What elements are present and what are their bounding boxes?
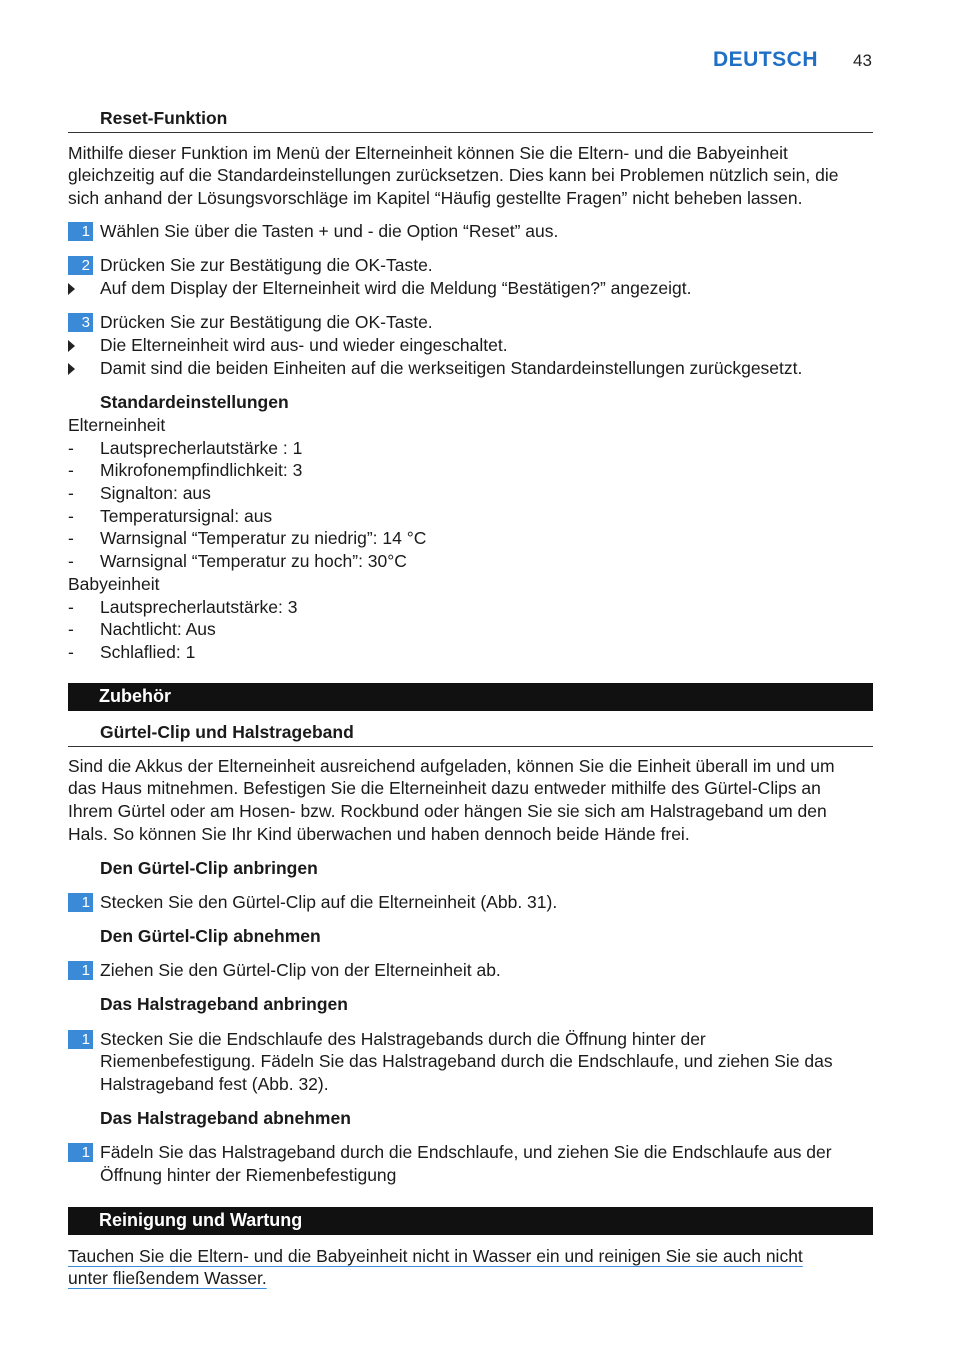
baby-unit-label: Babyeinheit — [68, 574, 160, 594]
step-number-badge: 1 — [68, 1030, 93, 1049]
step-number-badge: 1 — [68, 222, 93, 241]
strap-on-step-line: Halstrageband fest (Abb. 32). — [100, 1074, 329, 1094]
result-arrow-icon — [68, 283, 75, 295]
section-bar-accessories — [68, 683, 873, 711]
list-item: Warnsignal “Temperatur zu hoch”: 30°C — [100, 551, 407, 571]
clip-off-step-text: Ziehen Sie den Gürtel-Clip von der Elterneinheit ab. — [100, 960, 501, 980]
strap-on-step-line: Stecken Sie die Endschlaufe des Halstragebands durch die Öffnung hinter der — [100, 1029, 706, 1049]
parent-unit-label: Elterneinheit — [68, 415, 166, 435]
list-dash: - — [68, 528, 74, 548]
reset-result-text: Auf dem Display der Elterneinheit wird die Meldung “Bestätigen?” angezeigt. — [100, 278, 692, 298]
accessories-intro-line: das Haus mitnehmen. Befestigen Sie die Elterneinheit dazu entweder mithilfe des Gürtel-Clips an — [68, 778, 821, 798]
step-number-badge: 2 — [68, 256, 93, 275]
strap-off-step-line: Fädeln Sie das Halstrageband durch die Endschlaufe, und ziehen Sie die Endschlaufe aus der — [100, 1142, 832, 1162]
accessories-intro-line: Sind die Akkus der Elterneinheit ausreichend aufgeladen, können Sie die Einheit überall im und um — [68, 756, 835, 776]
list-dash: - — [68, 460, 74, 480]
cleaning-warning-line: Tauchen Sie die Eltern- und die Babyeinheit nicht in Wasser ein und reinigen Sie sie auch nicht — [68, 1246, 803, 1266]
section-bar-cleaning — [68, 1207, 873, 1235]
list-item: Temperatursignal: aus — [100, 506, 273, 526]
list-item: Schlaflied: 1 — [100, 642, 196, 662]
cleaning-warning-line: unter fließendem Wasser. — [68, 1268, 267, 1288]
list-dash: - — [68, 483, 74, 503]
list-dash: - — [68, 619, 74, 639]
heading-rule — [68, 746, 873, 747]
list-dash: - — [68, 642, 74, 662]
list-item: Signalton: aus — [100, 483, 211, 503]
defaults-heading: Standardeinstellungen — [100, 392, 289, 412]
reset-result-text: Die Elterneinheit wird aus- und wieder eingeschaltet. — [100, 335, 508, 355]
reset-intro-line: sich anhand der Lösungsvorschläge im Kapitel “Häufig gestellte Fragen” nicht beheben lassen. — [68, 188, 803, 208]
strap-on-step-line: Riemenbefestigung. Fädeln Sie das Halstrageband durch die Endschlaufe, und ziehen Sie das — [100, 1051, 833, 1071]
list-dash: - — [68, 551, 74, 571]
clip-on-step-text: Stecken Sie den Gürtel-Clip auf die Elterneinheit (Abb. 31). — [100, 892, 558, 912]
step-number-badge: 1 — [68, 893, 93, 912]
reset-intro-line: Mithilfe dieser Funktion im Menü der Elterneinheit können Sie die Eltern- und die Babyeinheit — [68, 143, 788, 163]
strap-on-heading: Das Halstrageband anbringen — [100, 994, 348, 1014]
list-item: Mikrofonempfindlichkeit: 3 — [100, 460, 303, 480]
reset-step-text: Drücken Sie zur Bestätigung die OK-Taste. — [100, 255, 433, 275]
list-item: Warnsignal “Temperatur zu niedrig”: 14 °C — [100, 528, 427, 548]
step-number-badge: 1 — [68, 961, 93, 980]
accessories-intro-line: Ihrem Gürtel oder am Hosen- bzw. Rockbund oder hängen Sie sie sich am Halstrageband um den — [68, 801, 827, 821]
result-arrow-icon — [68, 340, 75, 352]
clip-on-heading: Den Gürtel-Clip anbringen — [100, 858, 318, 878]
step-number-badge: 3 — [68, 313, 93, 332]
reset-heading: Reset-Funktion — [100, 108, 228, 128]
section-title: Reinigung und Wartung — [99, 1210, 303, 1230]
list-item: Lautsprecherlautstärke : 1 — [100, 438, 303, 458]
step-number-badge: 1 — [68, 1143, 93, 1162]
list-item: Lautsprecherlautstärke: 3 — [100, 597, 298, 617]
heading-rule — [68, 132, 873, 133]
clip-strap-heading: Gürtel-Clip und Halstrageband — [100, 722, 354, 742]
reset-intro-line: gleichzeitig auf die Standardeinstellungen zurücksetzen. Dies kann bei Problemen nützlich sein, die — [68, 165, 839, 185]
reset-step-text: Drücken Sie zur Bestätigung die OK-Taste. — [100, 312, 433, 332]
strap-off-step-line: Öffnung hinter der Riemenbefestigung — [100, 1165, 397, 1185]
result-arrow-icon — [68, 363, 75, 375]
language-label: DEUTSCH — [713, 48, 819, 71]
list-dash: - — [68, 597, 74, 617]
clip-off-heading: Den Gürtel-Clip abnehmen — [100, 926, 321, 946]
section-title: Zubehör — [99, 686, 171, 706]
accessories-intro-line: Hals. So können Sie Ihr Kind überwachen und haben dennoch beide Hände frei. — [68, 824, 690, 844]
list-item: Nachtlicht: Aus — [100, 619, 216, 639]
reset-step-text: Wählen Sie über die Tasten + und - die Option “Reset” aus. — [100, 221, 559, 241]
list-dash: - — [68, 506, 74, 526]
list-dash: - — [68, 438, 74, 458]
strap-off-heading: Das Halstrageband abnehmen — [100, 1108, 351, 1128]
page-number: 43 — [853, 51, 872, 70]
reset-result-text: Damit sind die beiden Einheiten auf die werkseitigen Standardeinstellungen zurückgesetzt. — [100, 358, 803, 378]
